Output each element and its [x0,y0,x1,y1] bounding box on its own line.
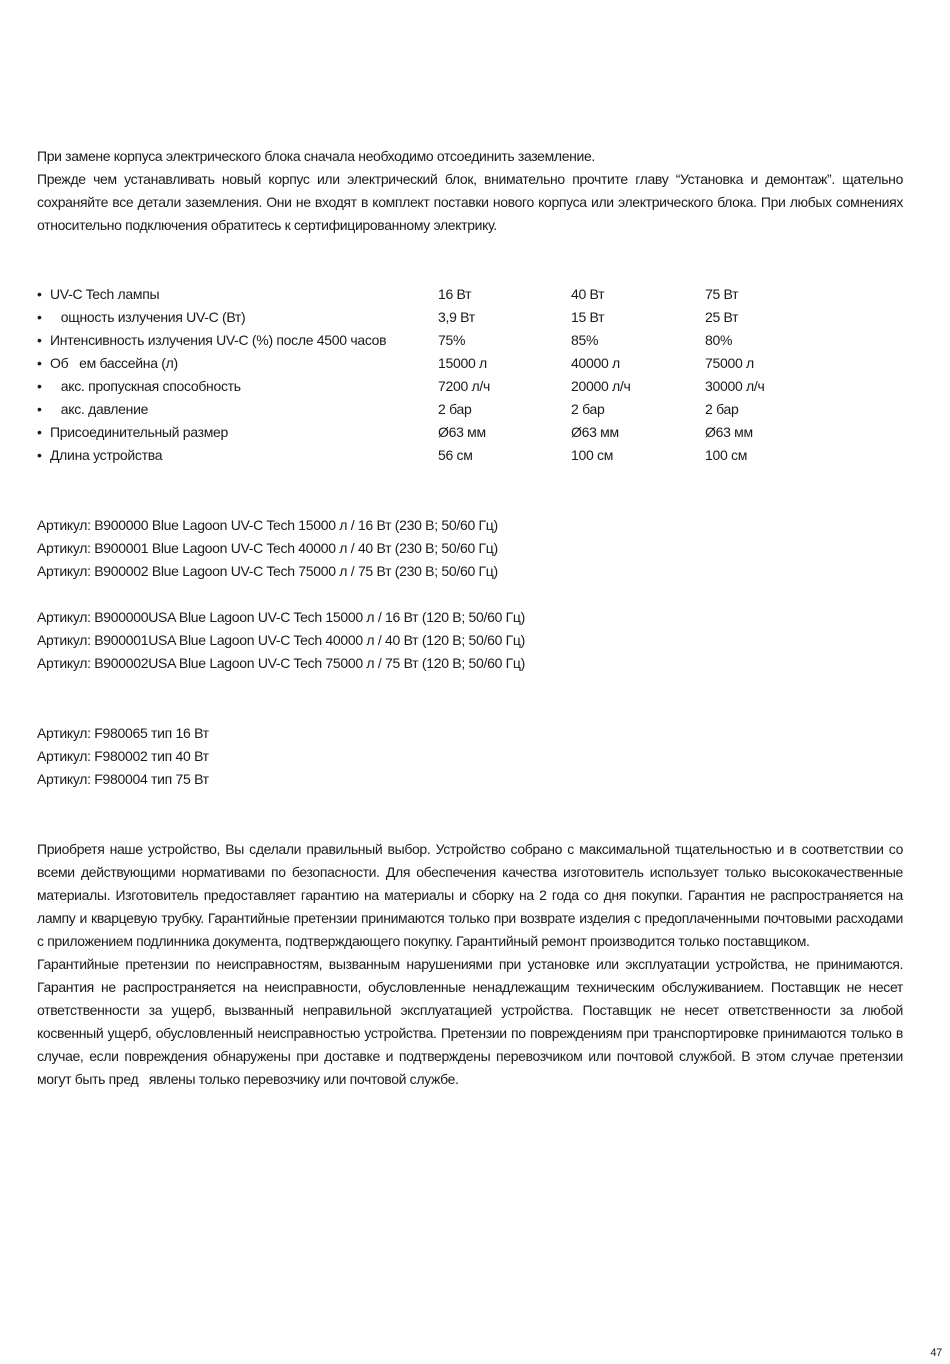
article-item: Артикул: F980065 тип 16 Вт [37,725,209,741]
warranty-paragraph: Гарантийные претензии по неисправностям, вызванным нарушениями при установке или эксплуатации устройства, не принимаются. Гарантия не распространяется на неисправности, обусловленные ненадлежащим техническим обслуживанием. Поставщик не несет ответственности за ущерб, вызванный неправильной эксплуатацией устройства. Поставщик не несет ответственности за любой косвенный ущерб, обусловленный неисправностью устройства. Претензии по повреждениям при транспортировке принимаются только в случае, если повреждения обнаружены при доставке и подтверждены перевозчиком или почтовой службой. В этом случае претензии могут быть пред явлены только перевозчику или почтовой службе. [37,956,907,1087]
article-item: Артикул: B900002USA Blue Lagoon UV-C Tech 75000 л / 75 Вт (120 В; 50/60 Гц) [37,655,526,671]
warranty-section [37,838,907,1091]
spec-label: Длина устройства [50,447,163,463]
spec-value-75w: 80% [705,332,733,348]
spec-value-75w: 30000 л/ч [705,378,765,394]
spec-label: Интенсивность излучения UV-C (%) после 4500 часов [50,332,387,348]
spec-label: ощность излучения UV-C (Вт) [50,309,246,325]
article-list-lamps [37,722,209,791]
spec-value-16w: 15000 л [438,355,487,371]
article-item: Артикул: B900001 Blue Lagoon UV-C Tech 40000 л / 40 Вт (230 В; 50/60 Гц) [37,540,498,556]
spec-value-75w: Ø63 мм [705,424,753,440]
spec-row [37,398,903,421]
spec-value-16w: 3,9 Вт [438,309,475,325]
spec-value-40w: 100 см [571,447,614,463]
spec-row [37,306,903,329]
page-number: 47 [930,1347,942,1359]
spec-value-40w: Ø63 мм [571,424,619,440]
article-item: Артикул: B900000USA Blue Lagoon UV-C Tech 15000 л / 16 Вт (120 В; 50/60 Гц) [37,609,526,625]
article-item: Артикул: B900000 Blue Lagoon UV-C Tech 15000 л / 16 Вт (230 В; 50/60 Гц) [37,517,498,533]
spec-value-75w: 25 Вт [705,309,739,325]
spec-value-40w: 40 Вт [571,286,605,302]
spec-row [37,329,903,352]
spec-value-40w: 15 Вт [571,309,605,325]
bullet-icon: • [37,355,42,371]
spec-row [37,444,903,467]
bullet-icon: • [37,332,42,348]
bullet-icon: • [37,401,42,417]
article-list-eu [37,514,498,583]
spec-value-16w: 75% [438,332,466,348]
bullet-icon: • [37,378,42,394]
grounding-notice-paragraph: Прежде чем устанавливать новый корпус или электрический блок, внимательно прочтите главу “Установка и демонтаж”. щательно сохраняйте все детали заземления. Они не входят в комплект поставки нового корпуса или электрического блока. При любых сомнениях относительно подключения обратитесь к сертифицированному электрику. [37,171,903,233]
spec-value-75w: 2 бар [705,401,739,417]
spec-label: акс. давление [50,401,149,417]
spec-value-40w: 40000 л [571,355,620,371]
bullet-icon: • [37,424,42,440]
warranty-paragraph: Приобретя наше устройство, Вы сделали правильный выбор. Устройство собрано с максимальной тщательностью и в соответствии со всеми действующими нормативами по безопасности. Для обеспечения качества изготовитель использует только высококачественные материалы. Изготовитель предоставляет гарантию на материалы и сборку на 2 года со дня покупки. Гарантия не распространяется на лампу и кварцевую трубку. Гарантийные претензии принимаются только при возврате изделия с предоплаченными почтовыми расходами с приложением подлинника документа, подтверждающего покупку. Гарантийный ремонт производится только поставщиком. [37,841,903,949]
spec-value-75w: 75000 л [705,355,754,371]
spec-value-75w: 100 см [705,447,748,463]
spec-label: акс. пропускная способность [50,378,241,394]
spec-value-16w: 16 Вт [438,286,472,302]
spec-value-16w: 7200 л/ч [438,378,490,394]
grounding-notice [37,145,903,237]
bullet-icon: • [37,447,42,463]
spec-value-16w: Ø63 мм [438,424,486,440]
spec-value-40w: 85% [571,332,599,348]
spec-value-40w: 20000 л/ч [571,378,631,394]
spec-row [37,375,903,398]
spec-value-75w: 75 Вт [705,286,739,302]
spec-row [37,352,903,375]
article-item: Артикул: F980002 тип 40 Вт [37,748,209,764]
spec-value-16w: 56 см [438,447,473,463]
article-item: Артикул: F980004 тип 75 Вт [37,771,209,787]
spec-row [37,283,903,306]
spec-label: Присоединительный размер [50,424,229,440]
bullet-icon: • [37,286,42,302]
article-item: Артикул: B900001USA Blue Lagoon UV-C Tech 40000 л / 40 Вт (120 В; 50/60 Гц) [37,632,526,648]
bullet-icon: • [37,309,42,325]
spec-label: Об ем бассейна (л) [50,355,178,371]
spec-value-16w: 2 бар [438,401,472,417]
specifications-table [37,283,903,467]
grounding-notice-line: При замене корпуса электрического блока сначала необходимо отсоединить заземление. [37,148,595,164]
spec-row [37,421,903,444]
spec-label: UV-C Tech лампы [50,286,160,302]
spec-value-40w: 2 бар [571,401,605,417]
article-list-usa [37,606,525,675]
article-item: Артикул: B900002 Blue Lagoon UV-C Tech 75000 л / 75 Вт (230 В; 50/60 Гц) [37,563,498,579]
